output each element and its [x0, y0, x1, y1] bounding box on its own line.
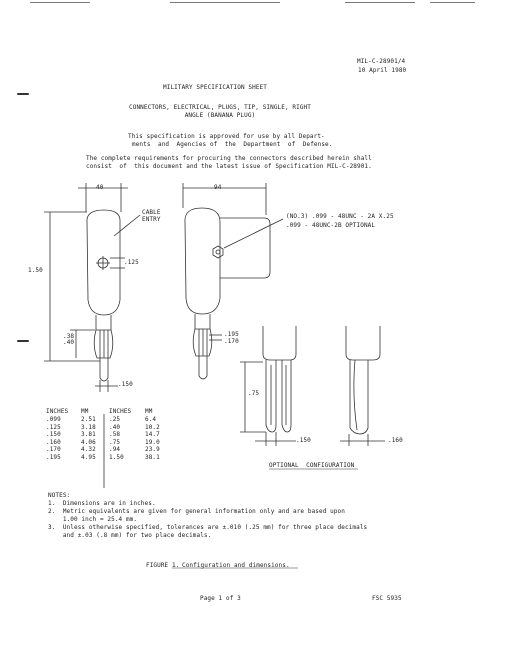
thread-spec: (NO.3) .099 - 48UNC - 2A X.25 [286, 213, 394, 220]
table-cell: .150 [46, 431, 61, 438]
table-cell: 2.51 [81, 416, 96, 423]
table-cell: .170 [46, 446, 61, 453]
table-cell: .125 [46, 423, 61, 431]
dim-75: .75 [248, 390, 260, 397]
sheet-label: MILITARY SPECIFICATION SHEET [163, 84, 267, 91]
table-row [46, 424, 171, 432]
dim-40b: .40 [63, 339, 75, 346]
thread-optional: .099 - 48UNC-2B OPTIONAL [286, 222, 376, 229]
table-cell: 1.50 [109, 453, 124, 461]
table-cell: .40 [109, 423, 121, 431]
notes-heading: NOTES: [48, 492, 71, 499]
table-cell: .195 [46, 453, 61, 461]
dim-150-optional: .150 [296, 437, 311, 444]
doc-date: 10 April 1980 [358, 67, 407, 74]
dim-125: .125 [124, 259, 139, 266]
table-header: INCHES [109, 408, 132, 415]
table-cell: .099 [46, 416, 61, 423]
note-item: 1. Dimensions are in inches. [48, 500, 156, 507]
table-cell: 3.81 [81, 431, 96, 438]
figure-caption-prefix: FIGURE 1. [146, 562, 180, 569]
table-cell: 23.9 [145, 446, 160, 453]
approval-line-1: This specification is approved for use by all Depart- [128, 133, 325, 140]
table-header: MM [145, 408, 153, 415]
title-line-1: CONNECTORS, ELECTRICAL, PLUGS, TIP, SINGLE, RIGHT [129, 104, 311, 111]
dim-170: .170 [224, 338, 239, 345]
table-row [46, 454, 171, 462]
table-cell: 3.18 [81, 423, 96, 431]
cable-entry-label: ENTRY [142, 216, 161, 223]
dim-160-optional: .160 [388, 437, 403, 444]
table-row [46, 439, 171, 447]
table-header: MM [81, 408, 89, 415]
page-number: Page 1 of 3 [200, 595, 241, 602]
cable-entry-label: CABLE [142, 209, 161, 216]
table-cell: 4.95 [81, 453, 96, 461]
table-cell: .160 [46, 438, 61, 446]
table-cell: 4.32 [81, 446, 96, 453]
note-item: 3. Unless otherwise specified, tolerances are ±.010 (.25 mm) for three place decimals [48, 524, 368, 531]
table-cell: .25 [109, 416, 121, 423]
approval-line-2: ments and Agencies of the Department of Defense. [132, 141, 333, 148]
doc-number: MIL-C-28901/4 [357, 58, 406, 65]
conversion-table [46, 408, 171, 461]
note-item: 1.00 inch = 25.4 mm. [48, 516, 138, 523]
note-item: and ±.03 (.8 mm) for two place decimals. [48, 532, 212, 539]
table-cell: 4.06 [81, 438, 96, 446]
optional-configuration-caption: OPTIONAL CONFIGURATION [269, 462, 355, 469]
table-cell: 10.2 [145, 423, 160, 431]
dim-40: 40 [96, 184, 104, 191]
fsc-code: FSC 5935 [372, 595, 402, 602]
requirements-line-1: The complete requirements for procuring the connectors described herein shall [86, 155, 372, 162]
requirements-line-2: consist of this document and the latest issue of Specification MIL-C-28901. [86, 163, 372, 170]
title-line-2: ANGLE (BANANA PLUG) [184, 112, 256, 119]
dim-195: .195 [224, 331, 239, 338]
table-cell: .94 [109, 446, 121, 453]
dim-94: 94 [214, 184, 222, 191]
table-cell: .75 [109, 438, 121, 446]
table-header: INCHES [46, 408, 69, 415]
table-cell: 6.4 [145, 416, 157, 423]
dim-38: .38 [63, 333, 75, 340]
table-cell: 38.1 [145, 453, 160, 461]
table-cell: .58 [109, 431, 121, 438]
table-row [46, 446, 171, 454]
table-cell: 19.0 [145, 438, 160, 446]
dim-150-tip: .150 [118, 381, 133, 388]
table-cell: 14.7 [145, 431, 160, 438]
table-row [46, 416, 171, 424]
figure-caption-text: Configuration and dimensions. [182, 562, 290, 569]
note-item: 2. Metric equivalents are given for general information only and are based upon [48, 508, 345, 515]
table-row [46, 431, 171, 439]
dim-150-total: 1.50 [28, 267, 43, 274]
